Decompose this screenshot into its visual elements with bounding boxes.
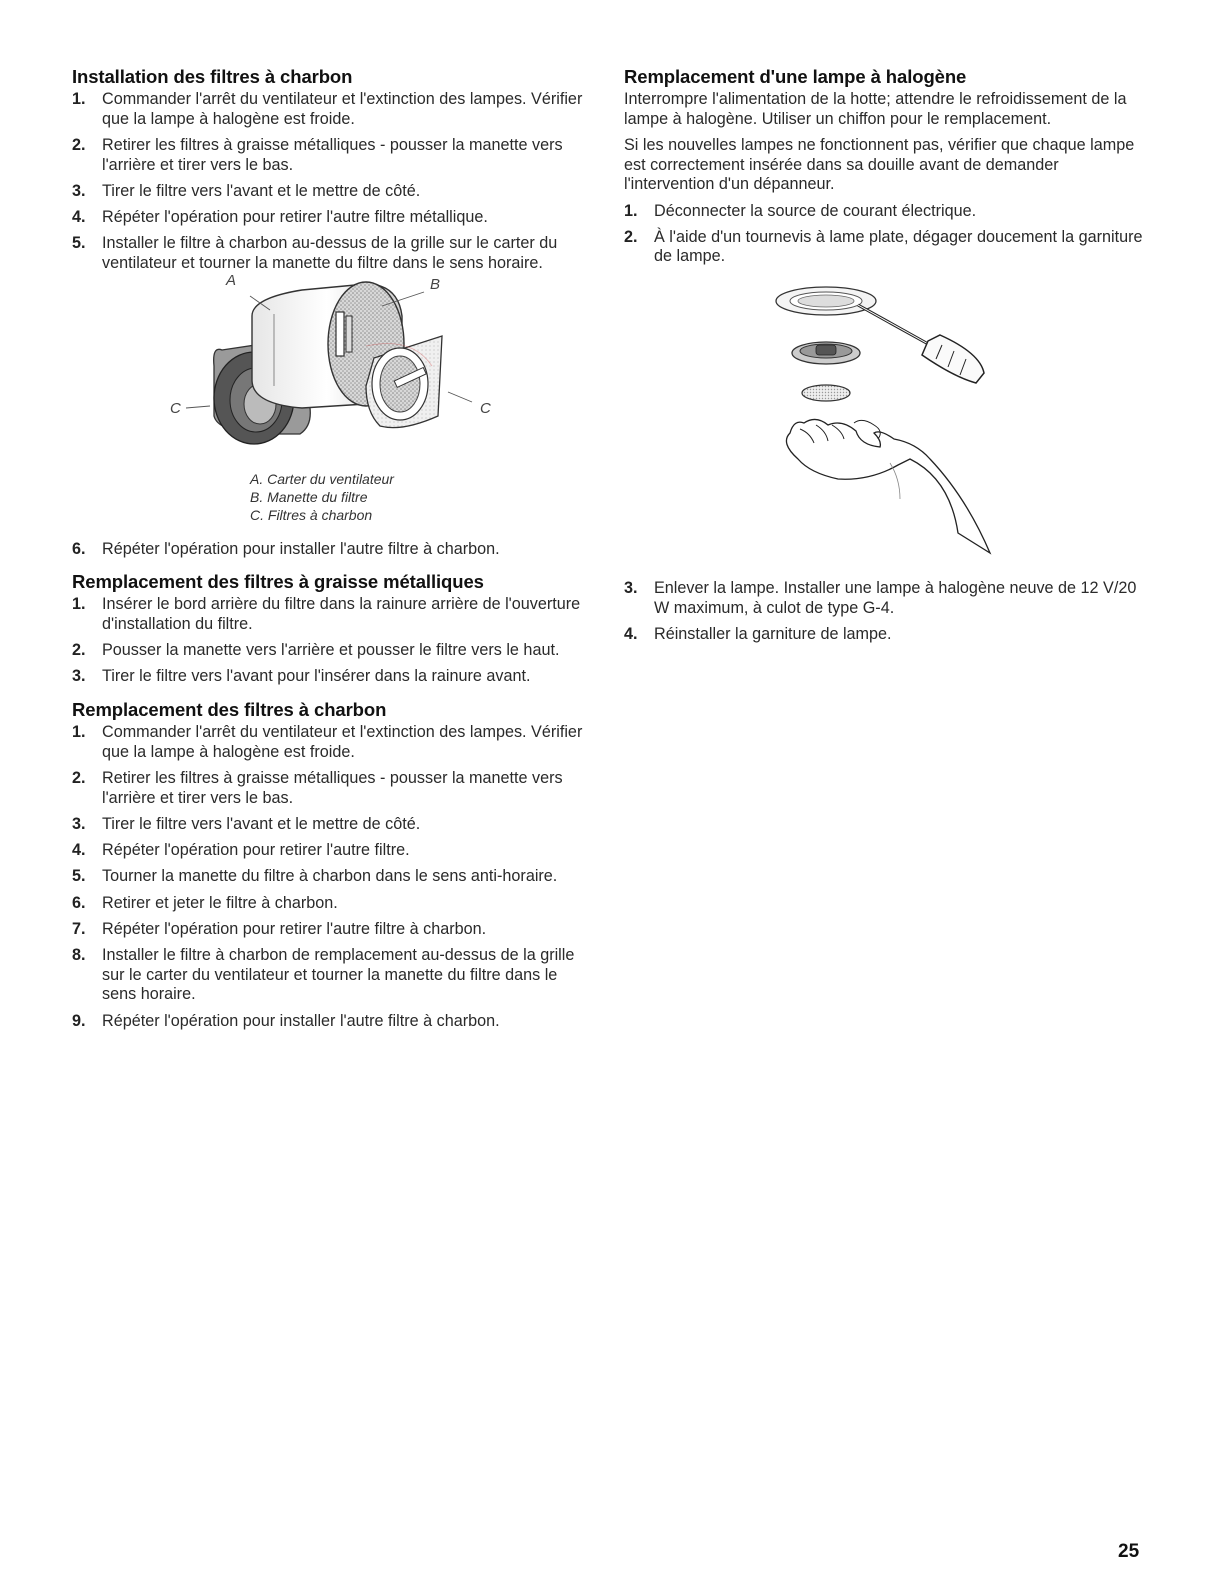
step-text: Répéter l'opération pour installer l'autre filtre à charbon. — [102, 539, 500, 558]
step-text: Commander l'arrêt du ventilateur et l'extinction des lampes. Vérifier que la lampe à halogène est froide. — [102, 723, 583, 761]
step-text: Retirer les filtres à graisse métalliques - pousser la manette vers l'arrière et tirer vers le bas. — [102, 769, 563, 807]
step-number: 3. — [624, 579, 638, 598]
list-item — [72, 667, 592, 687]
step-number: 2. — [72, 135, 86, 154]
halogen-lamp-drawing — [770, 283, 1020, 565]
list-item — [72, 641, 592, 661]
step-number: 1. — [72, 595, 86, 614]
step-text: Tirer le filtre vers l'avant et le mettre de côté. — [102, 181, 421, 200]
charcoal-filter-illustration — [152, 271, 592, 464]
legend-item-a: A. Carter du ventilateur — [250, 470, 394, 487]
left-column — [72, 66, 592, 1038]
step-number: 2. — [624, 227, 638, 246]
step-text: Répéter l'opération pour retirer l'autre filtre à charbon. — [102, 919, 487, 938]
step-text: Réinstaller la garniture de lampe. — [654, 625, 892, 644]
install-charcoal-steps — [72, 90, 592, 274]
list-item — [72, 208, 592, 228]
step-number: 9. — [72, 1011, 86, 1030]
list-item — [72, 841, 592, 861]
step-text: À l'aide d'un tournevis à lame plate, dégager doucement la garniture de lampe. — [654, 227, 1143, 266]
page-number: 25 — [1118, 1541, 1140, 1562]
step-number: 1. — [72, 90, 86, 108]
charcoal-filter-drawing — [152, 276, 592, 464]
list-item — [72, 136, 592, 175]
heading-replace-charcoal: Remplacement des filtres à charbon — [72, 699, 387, 721]
list-item — [624, 228, 1150, 267]
heading-replace-grease: Remplacement des filtres à graisse métalliques — [72, 571, 484, 593]
list-item — [72, 894, 592, 914]
halogen-lamp-illustration — [770, 283, 1020, 565]
list-item — [72, 90, 592, 129]
step-number: 4. — [72, 208, 86, 227]
replace-charcoal-steps — [72, 723, 592, 1031]
step-number: 3. — [72, 181, 86, 200]
label-c-left: C — [170, 399, 181, 417]
list-item — [72, 815, 592, 835]
list-item — [72, 920, 592, 940]
step-number: 5. — [72, 867, 86, 886]
step-text: Retirer et jeter le filtre à charbon. — [102, 893, 338, 912]
step-number: 7. — [72, 919, 86, 938]
install-charcoal-steps-continued — [72, 540, 592, 560]
step-number: 4. — [624, 625, 638, 644]
lamp-intro-paragraph: Interrompre l'alimentation de la hotte; attendre le refroidissement de la lampe à halogène. Utiliser un chiffon pour le remplacement. — [624, 90, 1127, 128]
list-item — [624, 202, 1150, 222]
step-text: Répéter l'opération pour installer l'autre filtre à charbon. — [102, 1011, 500, 1030]
step-text: Installer le filtre à charbon au-dessus de la grille sur le carter du ventilateur et tourner la manette du filtre dans le sens horaire. — [102, 234, 558, 272]
replace-grease-steps — [72, 595, 592, 687]
list-item — [624, 625, 1150, 645]
step-number: 3. — [72, 814, 86, 833]
lamp-note-paragraph: Si les nouvelles lampes ne fonctionnent pas, vérifier que chaque lampe est correctement insérée dans sa douille avant de demander l'intervention d'un dépanneur. — [624, 135, 1135, 194]
legend-item-b: B. Manette du filtre — [250, 488, 368, 505]
figure-legend — [250, 470, 592, 524]
step-text: Commander l'arrêt du ventilateur et l'extinction des lampes. Vérifier que la lampe à halogène est froide. — [102, 90, 583, 128]
step-text: Tirer le filtre vers l'avant et le mettre de côté. — [102, 814, 421, 833]
list-item — [72, 595, 592, 634]
step-text: Déconnecter la source de courant électrique. — [654, 201, 977, 220]
step-number: 6. — [72, 893, 86, 912]
step-number: 1. — [624, 201, 638, 220]
replace-lamp-steps — [624, 202, 1150, 268]
step-number: 4. — [72, 841, 86, 860]
step-text: Répéter l'opération pour retirer l'autre filtre. — [102, 841, 410, 860]
list-item — [72, 946, 592, 1005]
step-number: 5. — [72, 234, 86, 253]
list-item — [72, 234, 592, 273]
step-number: 6. — [72, 539, 86, 558]
step-text: Tirer le filtre vers l'avant pour l'insérer dans la rainure avant. — [102, 667, 531, 686]
replace-lamp-steps-continued — [624, 579, 1150, 645]
label-a: A — [226, 271, 237, 289]
list-item — [72, 723, 592, 762]
label-b: B — [430, 275, 441, 293]
step-number: 3. — [72, 667, 86, 686]
step-number: 1. — [72, 723, 86, 742]
list-item — [72, 867, 592, 887]
step-text: Insérer le bord arrière du filtre dans la rainure arrière de l'ouverture d'installation du filtre. — [102, 595, 581, 634]
step-number: 2. — [72, 641, 86, 660]
step-text: Enlever la lampe. Installer une lampe à halogène neuve de 12 V/20 W maximum, à culot de type G-4. — [654, 579, 1137, 617]
list-item — [72, 540, 592, 560]
list-item — [72, 769, 592, 808]
step-number: 2. — [72, 769, 86, 788]
heading-install-charcoal: Installation des filtres à charbon — [72, 66, 353, 87]
step-text: Installer le filtre à charbon de remplacement au-dessus de la grille sur le carter du ventilateur et tourner la manette du filtre dans le sens horaire. — [102, 945, 575, 1004]
step-number: 8. — [72, 945, 86, 964]
list-item — [624, 579, 1150, 618]
heading-replace-lamp: Remplacement d'une lampe à halogène — [624, 66, 967, 87]
step-text: Retirer les filtres à graisse métalliques - pousser la manette vers l'arrière et tirer vers le bas. — [102, 135, 563, 174]
step-text: Répéter l'opération pour retirer l'autre filtre métallique. — [102, 208, 488, 227]
right-column — [624, 66, 1150, 651]
list-item — [72, 1012, 592, 1032]
step-text: Pousser la manette vers l'arrière et pousser le filtre vers le haut. — [102, 641, 560, 660]
label-c-right: C — [480, 399, 491, 417]
step-text: Tourner la manette du filtre à charbon dans le sens anti-horaire. — [102, 867, 558, 886]
legend-item-c: C. Filtres à charbon — [250, 506, 373, 523]
list-item — [72, 182, 592, 202]
